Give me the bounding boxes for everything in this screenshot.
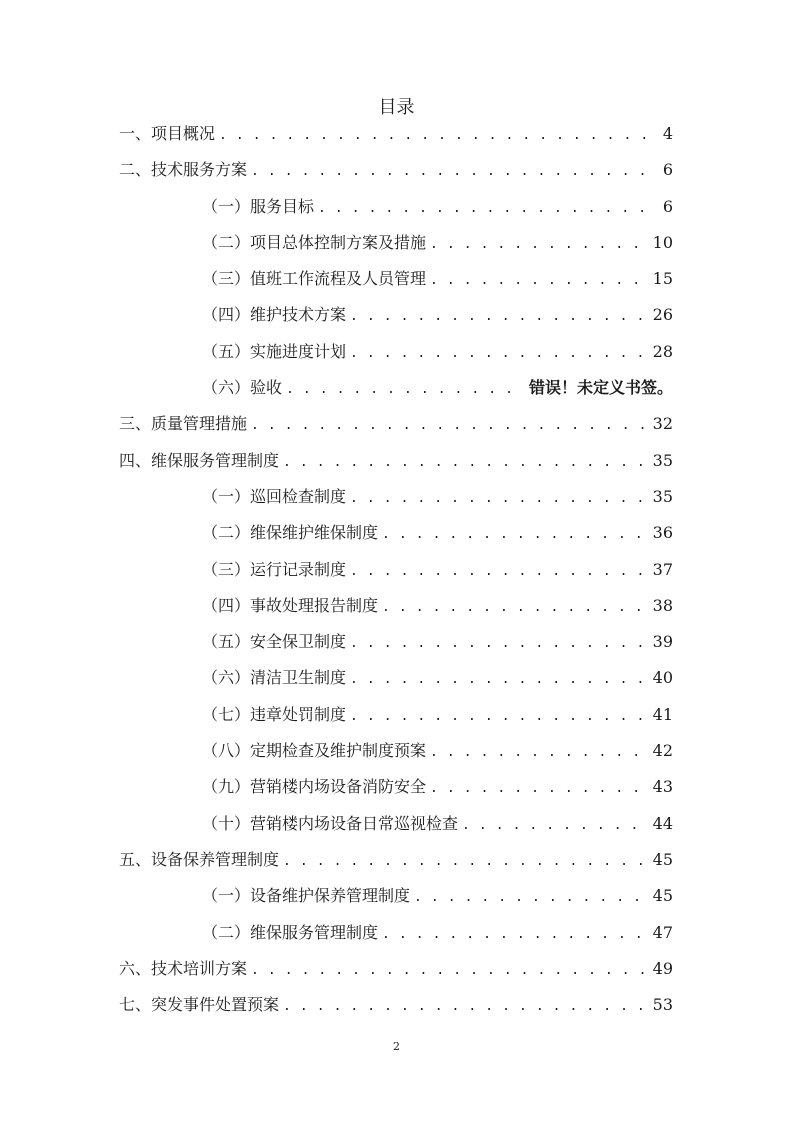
toc-entry[interactable] — [119, 552, 673, 588]
toc-dot-leader — [430, 227, 649, 263]
toc-entry-page: 45 — [652, 886, 673, 906]
toc-entry-page: 26 — [652, 305, 673, 325]
page-title: 目录 — [378, 97, 415, 118]
toc-entry[interactable] — [119, 225, 673, 261]
toc-entry[interactable] — [119, 697, 673, 733]
toc-entry[interactable] — [119, 624, 673, 660]
toc-entry-label: 一、项目概况 — [119, 124, 216, 143]
toc-entry[interactable] — [119, 878, 673, 914]
toc-entry-page: 44 — [652, 813, 673, 833]
toc-entry[interactable] — [119, 987, 673, 1023]
toc-entry-label: （三）运行记录制度 — [202, 559, 347, 579]
toc-entry-label: （二）项目总体控制方案及措施 — [202, 232, 427, 252]
toc-entry-label: （五）实施进度计划 — [202, 341, 347, 361]
toc-entry-page: 42 — [652, 741, 673, 761]
toc-dot-leader — [251, 953, 649, 989]
toc-dot-leader — [251, 408, 649, 444]
toc-entry-page: 36 — [652, 523, 673, 543]
toc-entry[interactable] — [119, 660, 673, 696]
toc-dot-leader — [318, 191, 655, 227]
toc-entry-page: 10 — [652, 232, 673, 252]
toc-entry-label: （一）服务目标 — [202, 196, 315, 216]
toc-entry[interactable] — [119, 189, 673, 225]
toc-entry[interactable] — [119, 806, 673, 842]
toc-dot-leader — [382, 917, 649, 953]
toc-entry-error-text: 错误！未定义书签。 — [528, 378, 673, 398]
toc-entry-page: 45 — [652, 849, 673, 869]
toc-entry-page: 32 — [652, 414, 673, 434]
toc-entry-page: 43 — [652, 777, 673, 797]
toc-dot-leader — [382, 517, 649, 553]
toc-entry-label: （六）清洁卫生制度 — [202, 668, 347, 688]
toc-entry-page: 28 — [652, 341, 673, 361]
toc-entry[interactable] — [119, 588, 673, 624]
toc-entry-label: （十）营销楼内场设备日常巡视检查 — [202, 813, 459, 833]
toc-entry-page: 47 — [652, 922, 673, 942]
toc-entry[interactable] — [119, 370, 673, 406]
toc-entry-page: 6 — [662, 160, 673, 180]
toc-dot-leader — [251, 154, 655, 190]
toc-entry-label: 七、突发事件处置预案 — [119, 995, 280, 1015]
toc-entry-label: （四）维护技术方案 — [202, 305, 347, 325]
toc-entry-page: 37 — [652, 559, 673, 579]
toc-dot-leader — [462, 808, 649, 844]
toc-dot-leader — [219, 118, 655, 154]
toc-entry-label: 六、技术培训方案 — [119, 958, 248, 978]
toc-entry[interactable] — [119, 116, 673, 152]
toc-entry[interactable] — [119, 769, 673, 805]
toc-entry-label: （一）设备维护保养管理制度 — [202, 886, 411, 906]
toc-entry-label: （七）违章处罚制度 — [202, 704, 347, 724]
toc-entry-label: （四）事故处理报告制度 — [202, 595, 379, 615]
toc-entry-label: （五）安全保卫制度 — [202, 632, 347, 652]
toc-dot-leader — [350, 699, 649, 735]
toc-entry-page: 49 — [652, 958, 673, 978]
toc-entry-label: 四、维保服务管理制度 — [119, 450, 280, 470]
toc-entry[interactable] — [119, 842, 673, 878]
toc-entry[interactable] — [119, 443, 673, 479]
toc-dot-leader — [430, 263, 649, 299]
toc-entry[interactable] — [119, 334, 673, 370]
toc-entry-page: 15 — [652, 269, 673, 289]
table-of-contents — [119, 116, 673, 1023]
toc-dot-leader — [283, 445, 649, 481]
toc-entry-page: 35 — [652, 450, 673, 470]
toc-dot-leader — [350, 299, 649, 335]
toc-entry-label: （一）巡回检查制度 — [202, 486, 347, 506]
toc-entry[interactable] — [119, 515, 673, 551]
toc-entry[interactable] — [119, 297, 673, 333]
toc-entry[interactable] — [119, 951, 673, 987]
toc-entry-label: 三、质量管理措施 — [119, 414, 248, 434]
toc-entry-label: （六）验收 — [202, 378, 283, 398]
toc-dot-leader — [414, 880, 649, 916]
toc-dot-leader — [350, 336, 649, 372]
toc-dot-leader — [350, 554, 649, 590]
toc-entry-page: 39 — [652, 632, 673, 652]
toc-entry-page: 53 — [652, 995, 673, 1015]
toc-dot-leader — [430, 735, 649, 771]
toc-dot-leader — [283, 989, 649, 1025]
toc-entry-page: 40 — [652, 668, 673, 688]
toc-entry[interactable] — [119, 152, 673, 188]
toc-entry[interactable] — [119, 261, 673, 297]
toc-entry-page: 4 — [662, 124, 673, 143]
toc-dot-leader — [382, 590, 649, 626]
toc-entry[interactable] — [119, 406, 673, 442]
toc-entry-label: （九）营销楼内场设备消防安全 — [202, 777, 427, 797]
toc-entry[interactable] — [119, 915, 673, 951]
page-number: 2 — [393, 1040, 400, 1053]
toc-entry[interactable] — [119, 733, 673, 769]
toc-entry-label: （二）维保服务管理制度 — [202, 922, 379, 942]
toc-dot-leader — [286, 372, 525, 408]
toc-entry-label: （三）值班工作流程及人员管理 — [202, 269, 427, 289]
toc-dot-leader — [430, 771, 649, 807]
toc-entry-label: 五、设备保养管理制度 — [119, 849, 280, 869]
toc-entry[interactable] — [119, 479, 673, 515]
toc-dot-leader — [350, 626, 649, 662]
toc-dot-leader — [350, 481, 649, 517]
toc-entry-label: （八）定期检查及维护制度预案 — [202, 741, 427, 761]
toc-entry-page: 35 — [652, 486, 673, 506]
toc-dot-leader — [283, 844, 649, 880]
toc-entry-label: 二、技术服务方案 — [119, 160, 248, 180]
toc-entry-label: （二）维保维护维保制度 — [202, 523, 379, 543]
toc-dot-leader — [350, 662, 649, 698]
toc-entry-page: 38 — [652, 595, 673, 615]
toc-entry-page: 41 — [652, 704, 673, 724]
toc-entry-page: 6 — [662, 196, 673, 216]
